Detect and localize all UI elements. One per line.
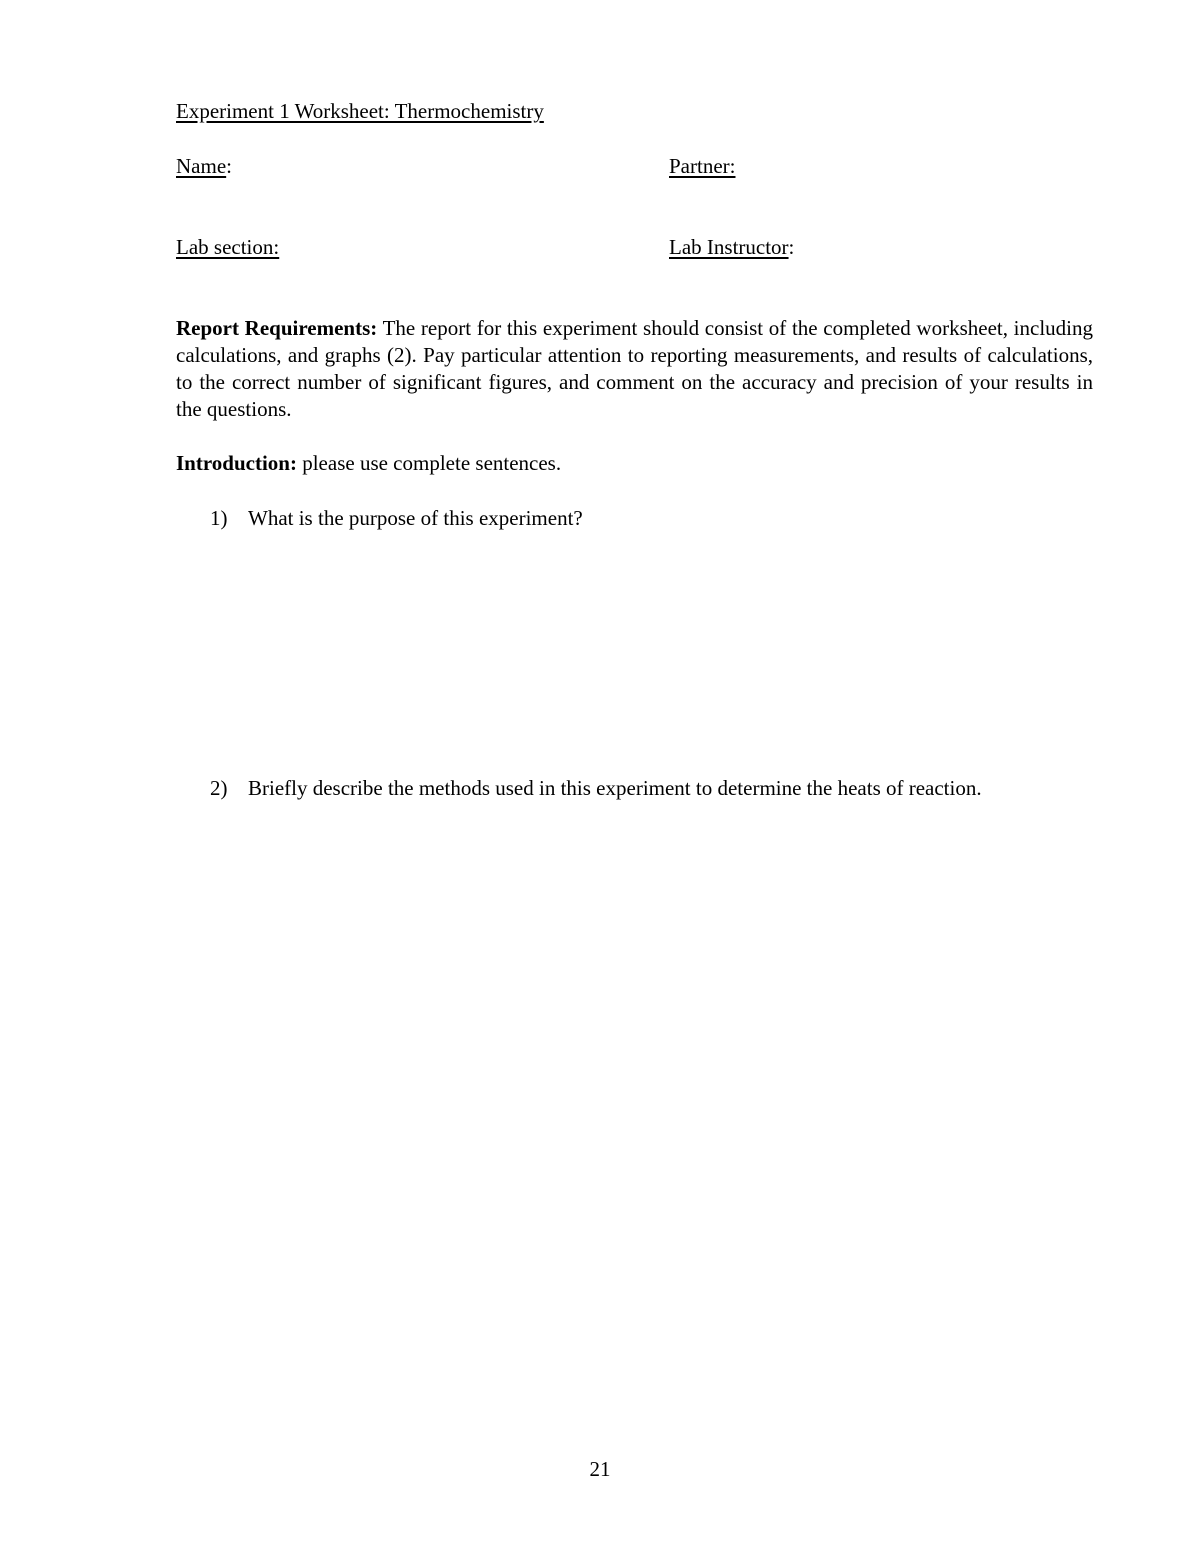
question-number: 1) [210, 506, 228, 530]
name-label-colon: : [226, 154, 232, 178]
name-label: Name [176, 154, 227, 178]
question-text: What is the purpose of this experiment? [248, 506, 583, 530]
report-requirements-heading: Report Requirements: [176, 316, 378, 340]
lab-section-field-label: Lab section: [176, 235, 280, 259]
lab-instructor-label-colon: : [788, 235, 795, 259]
worksheet-title: Experiment 1 Worksheet: Thermochemistry [176, 99, 544, 123]
lab-instructor-label: Lab Instructor [669, 235, 789, 259]
page-number: 21 [589, 1457, 611, 1481]
name-field-label [176, 153, 232, 180]
report-requirements-text: The report for this experiment should consist of the completed worksheet, including calculations, and graphs (2). Pay particular attention to reporting measurements, and results of calculations, to the correct number of significant figures, and comment on the accuracy and precision of your results in the questions. [176, 316, 1093, 421]
introduction-text: please use complete sentences. [296, 451, 562, 475]
question-text: Briefly describe the methods used in this experiment to determine the heats of reaction. [248, 776, 982, 800]
lab-instructor-field-label [669, 234, 794, 261]
introduction-paragraph [176, 450, 561, 477]
question-number: 2) [210, 776, 228, 800]
partner-field-label: Partner: [669, 154, 736, 178]
report-requirements-paragraph [176, 315, 1093, 423]
introduction-heading: Introduction: [176, 451, 297, 475]
